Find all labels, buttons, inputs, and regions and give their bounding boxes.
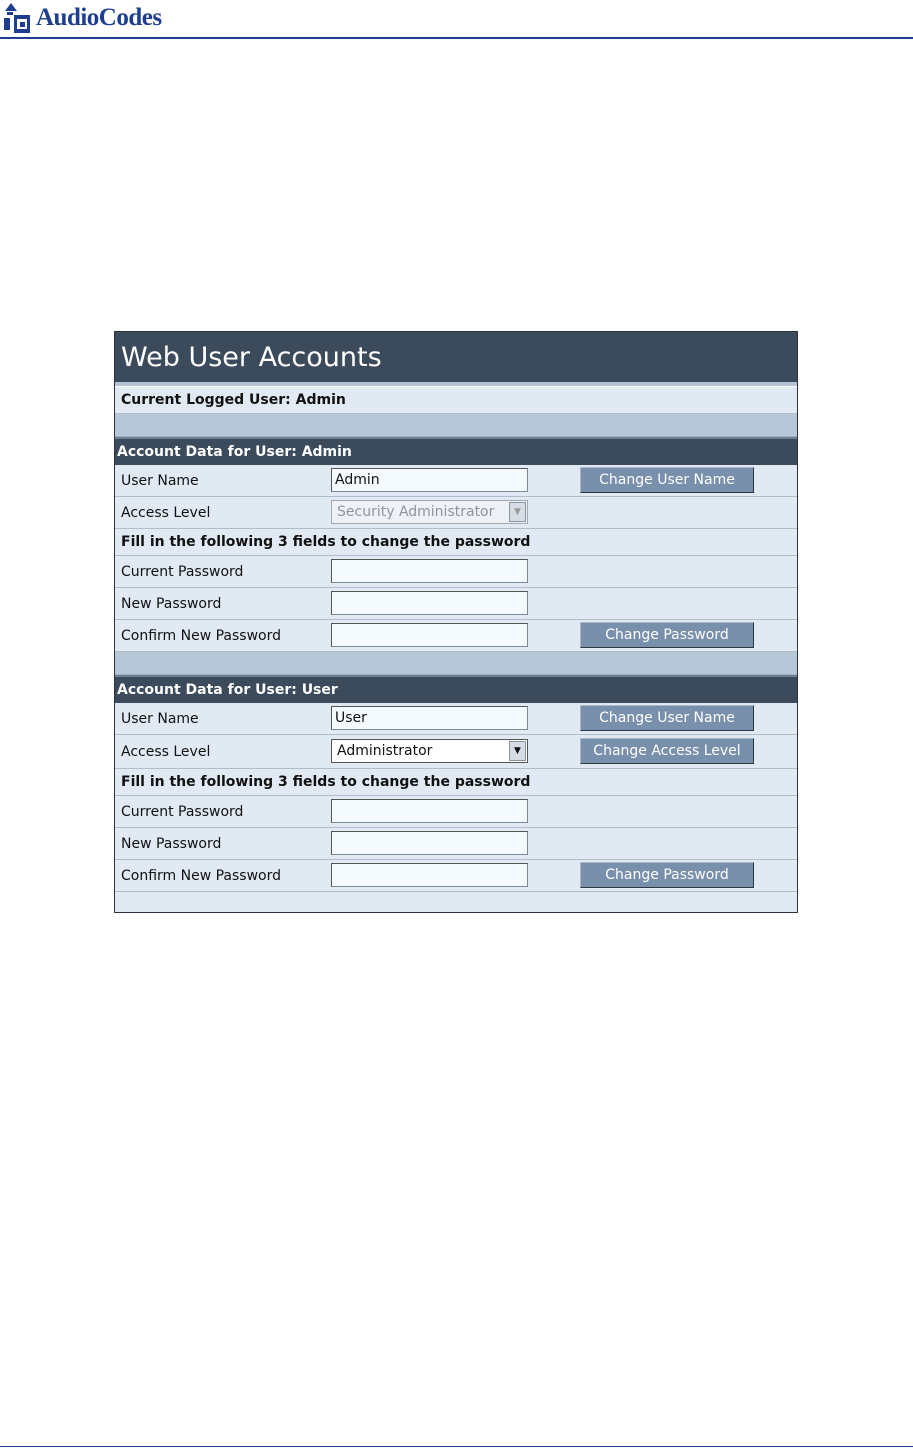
user-change-access-level-button[interactable]: Change Access Level: [580, 738, 754, 764]
chevron-down-icon[interactable]: ▼: [509, 741, 526, 761]
user-access-level-select[interactable]: [331, 739, 528, 763]
confirm-password-label: Confirm New Password: [121, 867, 282, 884]
admin-confirm-password-row: [115, 620, 797, 652]
user-new-password-input[interactable]: [331, 831, 528, 855]
admin-user-name-row: [115, 465, 797, 497]
admin-change-password-button[interactable]: Change Password: [580, 622, 754, 648]
new-password-label: New Password: [121, 835, 222, 852]
document-header: [0, 0, 913, 40]
current-logged-user: Current Logged User: Admin: [115, 387, 797, 414]
audiocodes-logo: [2, 0, 162, 36]
user-change-password-button[interactable]: Change Password: [580, 862, 754, 888]
admin-new-password-row: [115, 588, 797, 620]
admin-current-password-row: [115, 556, 797, 588]
admin-user-name-input[interactable]: [331, 468, 528, 492]
user-current-password-row: [115, 796, 797, 828]
admin-access-level-row: [115, 497, 797, 529]
user-name-label: User Name: [121, 710, 199, 727]
user-current-password-input[interactable]: [331, 799, 528, 823]
user-password-instructions: Fill in the following 3 fields to change the password: [115, 769, 797, 796]
access-level-value: Administrator: [337, 743, 433, 759]
user-name-label: User Name: [121, 472, 199, 489]
new-password-label: New Password: [121, 595, 222, 612]
audiocodes-logo-icon: [2, 2, 32, 34]
admin-confirm-password-input[interactable]: [331, 623, 528, 647]
user-new-password-row: [115, 828, 797, 860]
confirm-password-label: Confirm New Password: [121, 627, 282, 644]
access-level-value: Security Administrator: [337, 504, 495, 520]
user-change-user-name-button[interactable]: Change User Name: [580, 705, 754, 731]
admin-current-password-input[interactable]: [331, 559, 528, 583]
header-rule: [0, 37, 913, 39]
user-confirm-password-input[interactable]: [331, 863, 528, 887]
section-header-admin: Account Data for User: Admin: [115, 437, 797, 465]
chevron-down-icon: ▼: [509, 502, 526, 522]
user-access-level-row: [115, 735, 797, 769]
user-user-name-input[interactable]: [331, 706, 528, 730]
admin-access-level-select: [331, 500, 528, 524]
footer-rule: [0, 1446, 913, 1447]
current-password-label: Current Password: [121, 803, 244, 820]
access-level-label: Access Level: [121, 504, 211, 521]
current-password-label: Current Password: [121, 563, 244, 580]
section-spacer: [115, 652, 797, 675]
section-spacer: [115, 414, 797, 437]
page-title: Web User Accounts: [115, 332, 797, 386]
admin-change-user-name-button[interactable]: Change User Name: [580, 467, 754, 493]
admin-new-password-input[interactable]: [331, 591, 528, 615]
section-header-user: Account Data for User: User: [115, 675, 797, 703]
access-level-label: Access Level: [121, 743, 211, 760]
user-user-name-row: [115, 703, 797, 735]
logo-text: AudioCodes: [36, 4, 162, 31]
user-confirm-password-row: [115, 860, 797, 892]
web-user-accounts-panel: [114, 331, 798, 913]
admin-password-instructions: Fill in the following 3 fields to change the password: [115, 529, 797, 556]
